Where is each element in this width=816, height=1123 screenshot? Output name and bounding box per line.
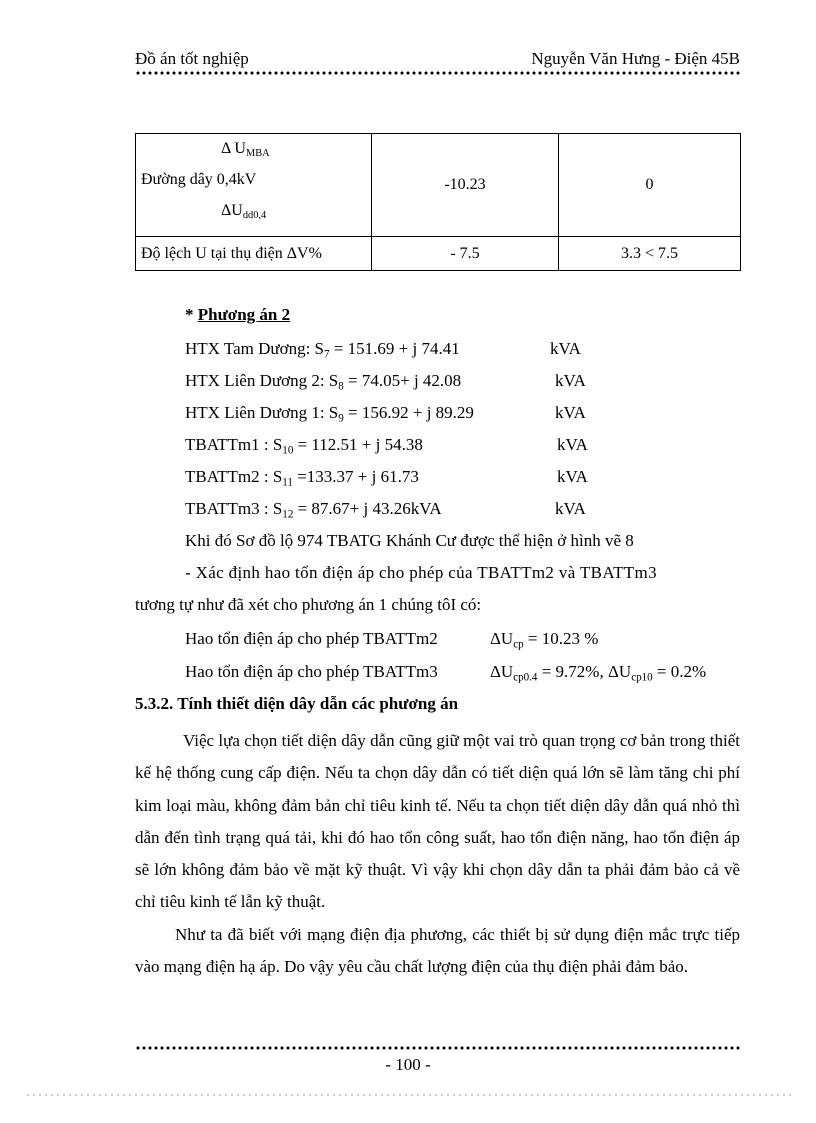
table-row: [136, 237, 741, 271]
load-line: HTX Tam Dương: $S_7 = 151.69 + j$ 74.41: [185, 339, 460, 361]
paragraph: Việc lựa chọn tiết diện dây dẫn cũng giữ một vai trò quan trọng cơ bản trong thiết kế hệ thống cung cấp điện. Nếu ta chọn dây dẫn có tiết diện quá lớn sẽ làm tăng chi phí kim loại màu, không đảm bản chỉ tiêu kinh tế. Nếu ta chọn tiết diện dây dẫn quá nhỏ thì dẫn đến tình trạng quá tải, khi đó hao tổn công suất, hao tổn điện năng, hao tổn điện áp sẽ lớn không đảm bảo về mặt kỹ thuật. Vì vậy khi chọn dây dẫn ta phải đảm bảo cả về chỉ tiêu kinh tế lẫn kỹ thuật.: [135, 731, 740, 912]
load-unit: kVA: [555, 371, 586, 390]
load-unit: kVA: [557, 435, 588, 454]
header-author: Nguyễn Văn Hưng - Điện 45B: [531, 49, 740, 68]
load-unit: kVA: [550, 339, 581, 358]
voltage-drop-table: [135, 133, 741, 271]
table-cell-value-a: -10.23: [372, 134, 559, 237]
section-heading: 5.3.2. Tính thiết diện dây dẫn các phương án: [135, 694, 459, 713]
diagram-note: Khi đó Sơ đồ lộ 974 TBATG Khánh Cư được thể hiện ở hình vẽ 8: [185, 531, 634, 550]
header-title: Đồ án tốt nghiệp: [135, 49, 249, 68]
load-unit: kVA: [555, 499, 586, 518]
table-row: [136, 134, 741, 237]
load-unit: kVA: [555, 403, 586, 422]
determine-line: - Xác định hao tổn điện áp cho phép của TBATTm2 và TBATTm3: [185, 563, 657, 582]
table-cell-value-a: - 7.5: [372, 237, 559, 271]
table-cell-value-b: 3.3 < 7.5: [559, 237, 741, 271]
delta-u-dd04: $\Delta U_{dd0,4}$: [221, 202, 267, 222]
page-header: [135, 47, 740, 73]
delta-u-mba: Δ $U_{MBA}$: [221, 140, 270, 160]
table-cell-label: Độ lệch U tại thụ điện ΔV%: [136, 237, 372, 271]
load-line: TBATTm1 : $S_{10} = 112.51 + j$ 54.38: [185, 435, 423, 457]
line-04kv-label: Đường dây 0,4kV: [141, 171, 257, 188]
table-cell-label: [136, 134, 372, 237]
load-unit: kVA: [557, 467, 588, 486]
load-line: TBATTm3 : $S_{12} = 87.67+ j$ 43.26kVA: [185, 499, 442, 521]
option2-heading: * Phương án 2: [185, 305, 291, 324]
paragraph: Như ta đã biết với mạng điện địa phương, các thiết bị sử dụng điện mắc trực tiếp vào mạng điện hạ áp. Do vậy yêu cầu chất lượng điện của thụ điện phải đảm bảo.: [135, 925, 740, 977]
allowed-drop-tbattm2: Hao tổn điện áp cho phép TBATTm2: [185, 629, 438, 648]
table-cell-value-b: 0: [559, 134, 741, 237]
header-dotted-rule: [135, 71, 740, 75]
allowed-drop-tbattm2-value: $\Delta U_{cp} = 10.23$ %: [490, 629, 599, 651]
page-number: - 100 -: [385, 1055, 431, 1074]
allowed-drop-tbattm3: Hao tổn điện áp cho phép TBATTm3: [185, 662, 438, 681]
load-line: TBATTm2 : $S_{11} =133.37 + j$ 61.73: [185, 467, 419, 489]
footer-dotted-rule: [135, 1046, 740, 1050]
load-line: HTX Liên Dương 1: $S_9 = 156.92 + j$ 89.29: [185, 403, 474, 425]
determine-line-cont: tương tự như đã xét cho phương án 1 chúng tôI có:: [135, 595, 482, 614]
load-line: HTX Liên Dương 2: $S_8 = 74.05+ j$ 42.08: [185, 371, 462, 393]
allowed-drop-tbattm3-value: $\Delta U_{cp0.4} = 9.72\%$, $\Delta U_{cp10} = 0.2\%$: [490, 662, 707, 684]
page-edge-dots: [25, 1094, 791, 1096]
